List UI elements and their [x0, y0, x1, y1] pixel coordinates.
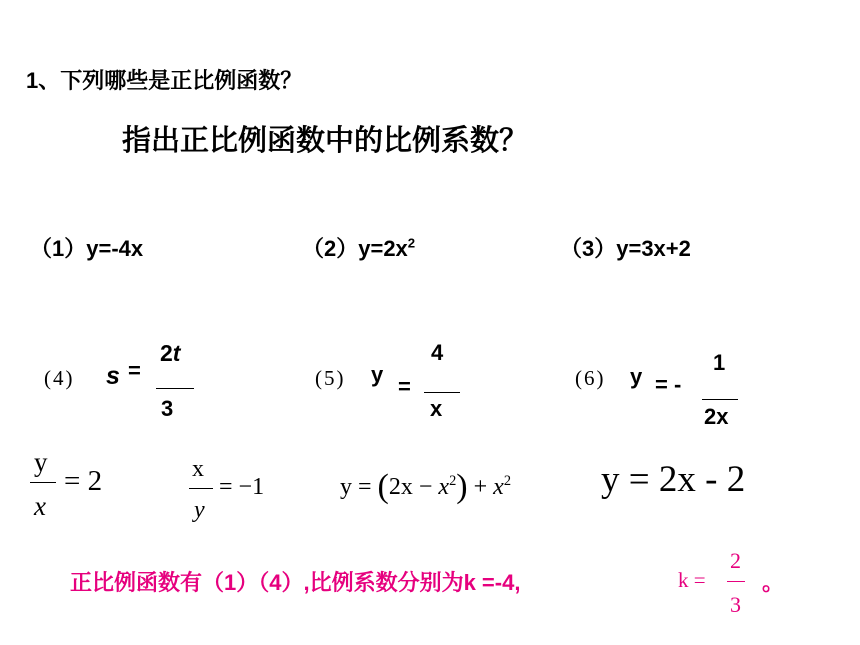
- item-6-var: y: [630, 364, 643, 389]
- f2-numerator: x: [192, 456, 204, 482]
- f2-rhs: = −1: [219, 474, 265, 500]
- answer-k-label: k =: [678, 568, 706, 592]
- f3-x-term: x: [438, 474, 450, 500]
- f3-open-paren: (: [377, 468, 389, 505]
- question-title: 1、下列哪些是正比例函数？: [26, 68, 303, 93]
- item-5-denominator: x: [430, 396, 443, 421]
- f2-denominator: y: [194, 497, 205, 523]
- f3-close-paren: ): [456, 468, 468, 505]
- item-1: （1）y=-4x: [30, 236, 144, 261]
- item-3: （3）y=3x+2: [560, 236, 691, 261]
- item-5-label: (5): [315, 366, 346, 390]
- f3-x-term-2: x: [493, 474, 504, 500]
- question-subtitle: 指出正比例函数中的比例系数？: [122, 125, 529, 157]
- item-5-eq: =: [398, 374, 411, 399]
- f1-numerator: y: [34, 447, 48, 477]
- item-5-numerator: 4: [431, 340, 444, 365]
- item-6-label: (6): [575, 366, 606, 390]
- item-4-fraction-bar: [156, 388, 194, 389]
- item-4-numerator: [160, 340, 180, 367]
- item-4-num-var: t: [172, 340, 181, 366]
- f3-exponent-2: 2: [503, 473, 512, 489]
- item-2-exponent: 2: [407, 235, 416, 251]
- answer-k-fraction-bar: [727, 581, 745, 582]
- f3-exponent-1: 2: [449, 473, 457, 489]
- answer-k-numerator: 2: [730, 548, 741, 573]
- item-6-eq: = -: [655, 372, 682, 397]
- f1-denominator: x: [34, 491, 46, 521]
- item-2: [302, 232, 415, 263]
- item-6-denominator: 2x: [704, 404, 729, 429]
- item-6-numerator: 1: [713, 350, 726, 375]
- item-4-var: s: [106, 362, 120, 390]
- item-4-label: (4): [44, 366, 75, 390]
- item-4-eq: =: [128, 358, 141, 383]
- answer-k-denominator: 3: [730, 592, 741, 617]
- item-5-var: y: [371, 362, 384, 387]
- item-4-denominator: 3: [161, 396, 174, 421]
- f3-lhs: y =: [340, 474, 378, 500]
- answer-end: 。: [762, 570, 785, 595]
- item-6-fraction-bar: [702, 399, 738, 400]
- f1-fraction-bar: [30, 482, 56, 483]
- item-5-fraction-bar: [424, 392, 460, 393]
- answer-text: 正比例函数有（1）（4）,比例系数分别为k =-4,: [70, 570, 521, 595]
- f4-expression: y = 2x - 2: [601, 459, 746, 500]
- f2-fraction-bar: [189, 488, 213, 489]
- item-4-num-coef: 2: [160, 340, 173, 366]
- item-2-text: （2）y=2x: [302, 236, 408, 261]
- f3-expression: $y = (2x - x^2) + x^2$: [340, 468, 512, 505]
- f1-rhs: = 2: [64, 465, 103, 497]
